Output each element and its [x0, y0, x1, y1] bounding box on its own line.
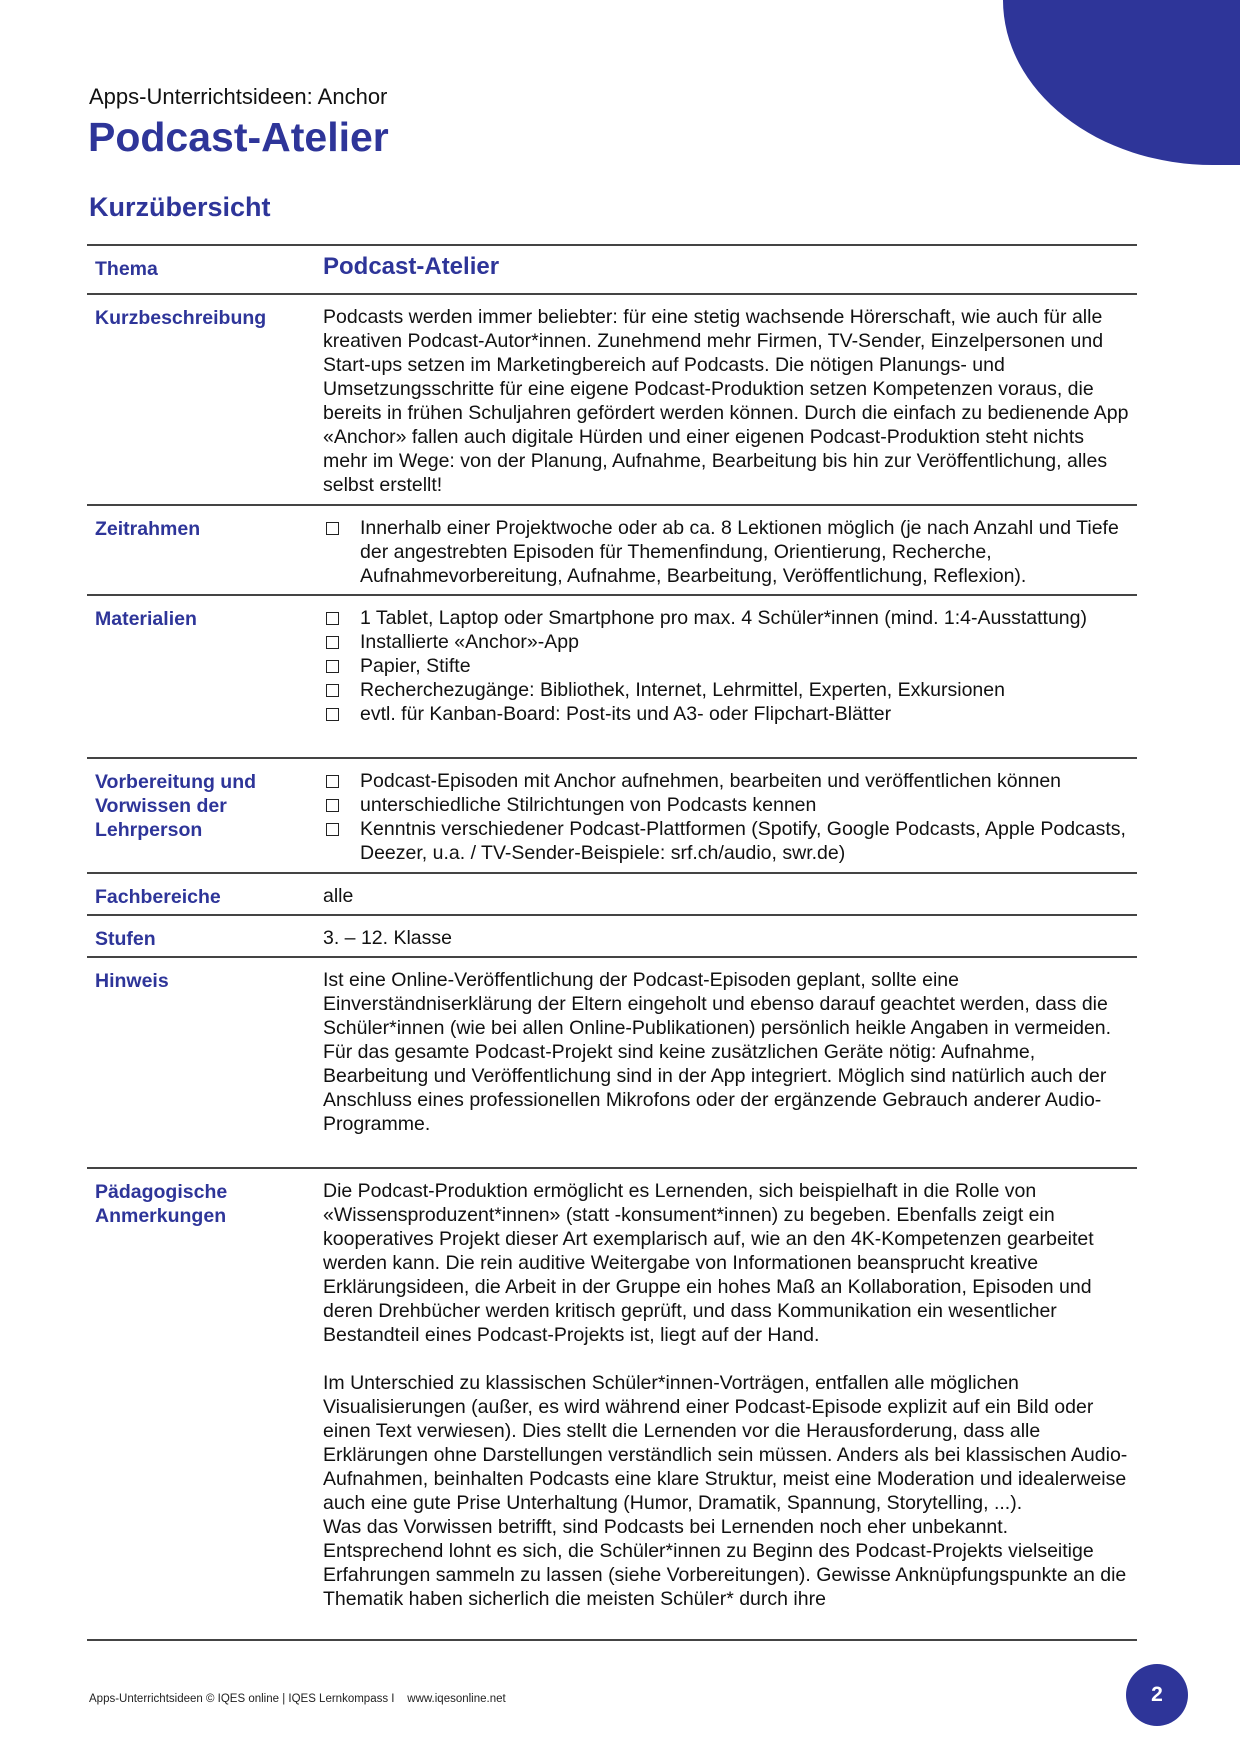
checklist-item	[323, 769, 1131, 793]
checklist	[323, 596, 1137, 757]
checklist-item	[323, 678, 1131, 702]
row-kurzbeschreibung	[87, 295, 1137, 506]
row-vorbereitung	[87, 759, 1137, 874]
paragraph: Ist eine Online-Veröffentlichung der Podcast-Episoden geplant, sollte eine Einverständniserklärung der Eltern eingeholt und ebenso darauf geachtet werden, dass die Schüler*innen (wie bei allen Online-Publikationen) persönlich heikle Angaben in vermeiden.	[323, 969, 1112, 1039]
checklist-item-text: 1 Tablet, Laptop oder Smartphone pro max. 4 Schüler*innen (mind. 1:4-Ausstattung)	[360, 607, 1087, 629]
checkbox-icon	[323, 630, 360, 654]
checkbox-icon	[323, 654, 360, 678]
checklist-item-text: Kenntnis verschiedener Podcast-Plattformen (Spotify, Google Podcasts, Apple Podcasts, Deezer, u.a. / TV-Sender-Beispiele: srf.ch/audio, swr.de)	[360, 818, 1126, 864]
page-number-badge: 2	[1126, 1664, 1188, 1726]
paragraph: Im Unterschied zu klassischen Schüler*innen-Vorträgen, entfallen alle möglichen Visualisierungen (außer, es wird während einer Podcast-Episode explizit auf ein Bild oder einen Text verwiesen). Dies stellt die Lernenden vor die Herausforderung, dass alle Erklärungen ohne Darstellungen verständlich sein müssen. Anders als bei klassischen Audio-Aufnahmen, beinhalten Podcasts eine klare Struktur, meist eine Moderation und idealerweise auch eine gute Prise Unterhaltung (Humor, Dramatik, Spannung, Storytelling, ...).	[323, 1372, 1128, 1514]
checkbox-icon	[323, 817, 360, 865]
paragraph: Die Podcast-Produktion ermöglicht es Lernenden, sich beispielhaft in die Rolle von «Wissensproduzent*innen» (statt -konsument*innen) zu begeben. Ebenfalls zeigt ein kooperatives Projekt dieser Art exemplarisch auf, wie an den 4K-Kompetenzen gearbeitet werden kann. Die rein auditive Weitergabe von Informationen beansprucht kreative Erklärungsideen, die Arbeit in der Gruppe ein hohes Maß an Kollaboration, Episoden und deren Drehbücher werden kritisch geprüft, und dass Kommunikation ein wesentlicher Bestandteil eines Podcast-Projekts ist, liegt auf der Hand.	[323, 1180, 1094, 1346]
row-label: Vorbereitung und Vorwissen der Lehrperson	[95, 771, 257, 841]
checkbox-icon	[323, 516, 360, 588]
checklist-item-text: Papier, Stifte	[360, 655, 471, 677]
checklist-item-text: Podcast-Episoden mit Anchor aufnehmen, bearbeiten und veröffentlichen können	[360, 770, 1062, 792]
checklist-item	[323, 606, 1131, 630]
row-hinweis	[87, 958, 1137, 1169]
row-paedagogik	[87, 1169, 1137, 1641]
paragraph: Was das Vorwissen betrifft, sind Podcasts bei Lernenden noch eher unbekannt. Entsprechend lohnt es sich, die Schüler*innen zu Beginn des Podcast-Projekts vielseitige Erfahrungen sammeln zu lassen (siehe Vorbereitungen). Gewisse Anknüpfungspunkte an die Thematik haben sicherlich die meisten Schüler* durch ihre	[323, 1516, 1127, 1610]
row-label: Stufen	[95, 928, 156, 950]
checklist-item	[323, 516, 1131, 588]
paragraph: Für das gesamte Podcast-Projekt sind keine zusätzlichen Geräte nötig: Aufnahme, Bearbeitung und Veröffentlichung sind in der App integriert. Möglich sind natürlich auch der Anschluss eines professionellen Mikrofons oder der ergänzende Gebrauch anderer Audio-Programme.	[323, 1041, 1107, 1135]
checkbox-icon	[323, 793, 360, 817]
checklist	[323, 506, 1137, 594]
row-value	[323, 958, 1137, 1167]
row-value: 3. – 12. Klasse	[323, 927, 452, 949]
row-label: Materialien	[95, 608, 197, 630]
checkbox-icon	[323, 702, 360, 726]
row-label: Zeitrahmen	[95, 518, 201, 540]
section-heading: Kurzübersicht	[89, 192, 271, 222]
row-value	[323, 1169, 1137, 1639]
checklist-item	[323, 630, 1131, 654]
checklist-item-text: Recherchezugänge: Bibliothek, Internet, Lehrmittel, Experten, Exkursionen	[360, 679, 1005, 701]
footer-text: Apps-Unterrichtsideen © IQES online | IQES Lernkompass I www.iqesonline.net	[89, 1693, 506, 1705]
row-value: Podcasts werden immer beliebter: für eine stetig wachsende Hörerschaft, wie auch für alle kreativen Podcast-Autor*innen. Zunehmend mehr Firmen, TV-Sender, Einzelpersonen und Start-ups setzen im Marketingbereich auf Podcasts. Die nötigen Planungs- und Umsetzungsschritte für eine eigene Podcast-Produktion setzen Kompetenzen voraus, die bereits in frühen Schuljahren gefördert werden können. Durch die einfach zu bedienende App «Anchor» fallen auch digitale Hürden und einer eigenen Podcast-Produktion steht nichts mehr im Wege: von der Planung, Aufnahme, Bearbeitung bis hin zur Veröffentlichung, alles selbst erstellt!	[323, 306, 1129, 496]
checklist-item-text: unterschiedliche Stilrichtungen von Podcasts kennen	[360, 794, 817, 816]
checklist-item	[323, 654, 1131, 678]
checkbox-icon	[323, 678, 360, 702]
document-pretitle: Apps-Unterrichtsideen: Anchor	[89, 84, 388, 109]
overview-table	[87, 244, 1137, 1641]
checklist-item-text: Innerhalb einer Projektwoche oder ab ca. 8 Lektionen möglich (je nach Anzahl und Tiefe der angestrebten Episoden für Themenfindung, Orientierung, Recherche, Aufnahmevorbereitung, Aufnahme, Bearbeitung, Veröffentlichung, Reflexion).	[360, 517, 1119, 587]
row-label: Hinweis	[95, 970, 169, 992]
row-label: Pädagogische Anmerkungen	[95, 1181, 228, 1227]
row-value: alle	[323, 885, 354, 907]
row-thema	[87, 246, 1137, 295]
decorative-corner-shape	[1003, 0, 1240, 165]
row-materialien	[87, 596, 1137, 759]
checklist-item	[323, 817, 1131, 865]
checkbox-icon	[323, 769, 360, 793]
row-fachbereiche	[87, 874, 1137, 916]
row-stufen	[87, 916, 1137, 958]
checklist-item-text: Installierte «Anchor»-App	[360, 631, 579, 653]
document-title: Podcast-Atelier	[88, 114, 389, 160]
checklist	[323, 759, 1137, 872]
row-label: Thema	[95, 258, 158, 280]
row-value: Podcast-Atelier	[323, 253, 500, 280]
checkbox-icon	[323, 606, 360, 630]
checklist-item-text: evtl. für Kanban-Board: Post-its und A3- oder Flipchart-Blätter	[360, 703, 892, 725]
row-label: Kurzbeschreibung	[95, 307, 267, 329]
checklist-item	[323, 702, 1131, 726]
row-label: Fachbereiche	[95, 886, 221, 908]
checklist-item	[323, 793, 1131, 817]
row-zeitrahmen	[87, 506, 1137, 596]
